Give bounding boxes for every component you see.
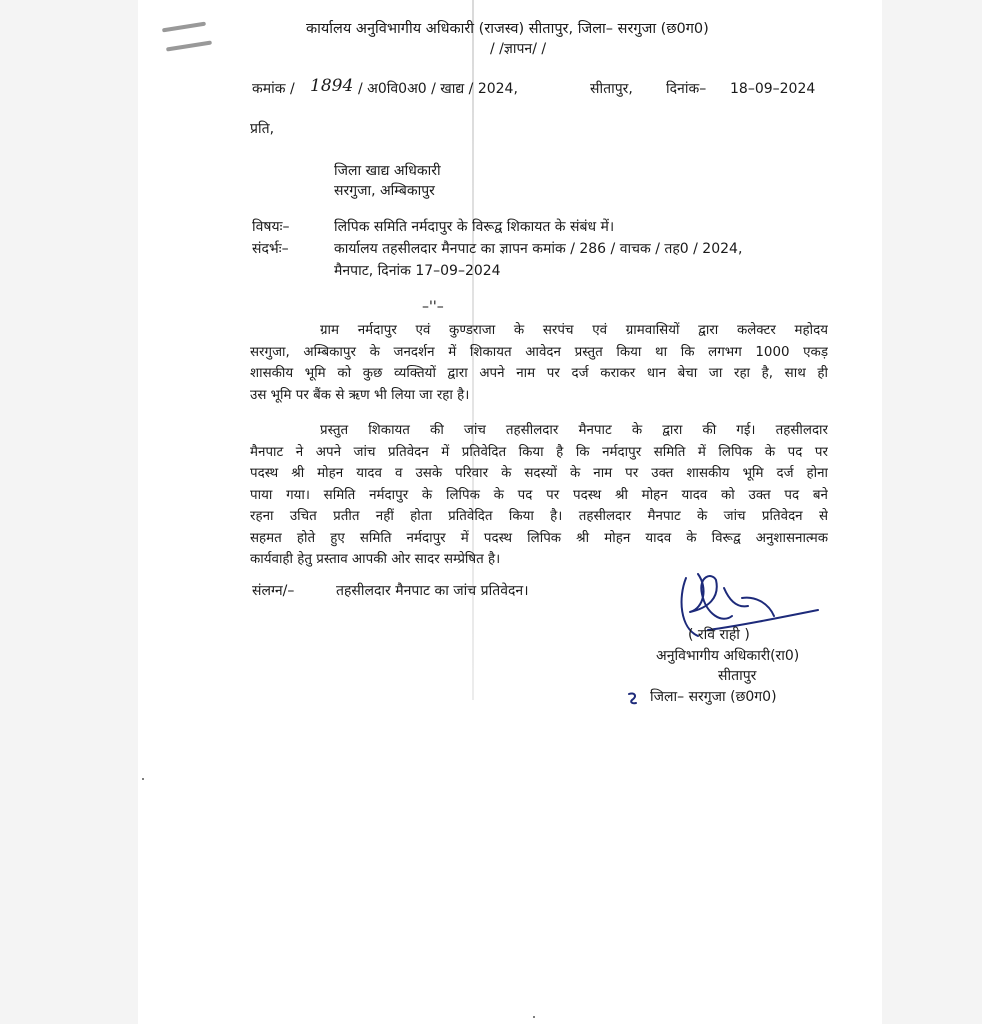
- recipient-line2: सरगुजा, अम्बिकापुर: [334, 183, 435, 199]
- scan-background-left: [0, 0, 138, 1024]
- paragraph-line: कार्यवाही हेतु प्रस्ताव आपकी ओर सादर सम्प्रेषित है।: [250, 552, 501, 567]
- subject-label: विषयः–: [252, 219, 290, 235]
- paragraph-line: ग्राम नर्मदापुर एवं कुण्डराजा के सरपंच एवं ग्रामवासियों द्वारा कलेक्टर महोदय: [320, 323, 828, 338]
- paragraph-line: सरगुजा, अम्बिकापुर के जनदर्शन में शिकायत आवेदन प्रस्तुत किया था कि लगभग 1000 एकड़: [250, 344, 828, 360]
- signatory-designation: अनुविभागीय अधिकारी(रा0): [656, 648, 800, 664]
- paragraph-1: [250, 320, 828, 406]
- paragraph-line: पदस्थ श्री मोहन यादव व उसके परिवार के सदस्यों के नाम पर उक्त शासकीय भूमि दर्ज होना: [250, 466, 828, 481]
- signatory-name: ( रवि राही ): [688, 627, 750, 643]
- recipient-line1: जिला खाद्य अधिकारी: [334, 163, 441, 179]
- paragraph-line: पाया गया। समिति नर्मदापुर के लिपिक के पद पर पदस्थ श्री मोहन यादव को उक्त पद बने: [250, 487, 828, 503]
- enclosure-text: तहसीलदार मैनपाट का जांच प्रतिवेदन।: [336, 583, 529, 599]
- reference-line2: मैनपाट, दिनांक 17–09–2024: [334, 263, 501, 279]
- paragraph-line: मैनपाट ने अपने जांच प्रतिवेदन में प्रतिवेदित किया है कि नर्मदापुर समिति में लिपिक के पद पर: [250, 444, 828, 460]
- signatory-place: सीतापुर: [718, 668, 757, 684]
- divider-mark: –''–: [422, 299, 444, 315]
- ref-label: कमांक /: [252, 81, 295, 97]
- speck: [142, 778, 144, 780]
- ref-code: / अ0वि0अ0 / खाद्य / 2024,: [358, 81, 518, 97]
- paragraph-2: [250, 420, 828, 571]
- office-header: कार्यालय अनुविभागीय अधिकारी (राजस्व) सीतापुर, जिला– सरगुजा (छ0ग0): [306, 21, 709, 37]
- date-label: दिनांक–: [666, 81, 707, 97]
- staple-mark: [166, 40, 212, 51]
- ref-number-handwritten: 1894: [310, 76, 354, 96]
- paragraph-line: रहना उचित प्रतीत नहीं होता प्रतिवेदित किया है। तहसीलदार मैनपाट के जांच प्रतिवेदन से: [250, 509, 828, 524]
- document-page: [138, 0, 882, 1024]
- scan-background-right: [882, 0, 982, 1024]
- reference-line1: कार्यालय तहसीलदार मैनपाट का ज्ञापन कमांक / 286 / वाचक / तह0 / 2024,: [334, 241, 743, 257]
- paragraph-line: प्रस्तुत शिकायत की जांच तहसीलदार मैनपाट के द्वारा की गई। तहसीलदार: [320, 423, 828, 438]
- speck: [533, 1016, 535, 1018]
- to-prati: प्रति,: [250, 121, 275, 137]
- reference-label: संदर्भः–: [252, 241, 289, 257]
- memo-heading: / /ज्ञापन/ /: [490, 41, 547, 57]
- staple-mark: [162, 22, 206, 33]
- subject-text: लिपिक समिति नर्मदापुर के विरूद्व शिकायत के संबंध में।: [334, 219, 615, 235]
- paragraph-line: शासकीय भूमि को कुछ व्यक्तियों द्वारा अपने नाम पर दर्ज कराकर धान बेचा जा रहा है, साथ ही: [250, 366, 828, 381]
- ref-place: सीतापुर,: [590, 81, 633, 97]
- paragraph-line: उस भूमि पर बैंक से ऋण भी लिया जा रहा है।: [250, 387, 470, 403]
- paragraph-line: सहमत होते हुए समिति नर्मदापुर में पदस्थ लिपिक श्री मोहन यादव के विरूद्व अनुशासनात्मक: [250, 530, 828, 546]
- ink-mark: [626, 690, 642, 708]
- enclosure-label: संलग्न/–: [252, 583, 295, 599]
- signatory-district: जिला– सरगुजा (छ0ग0): [650, 689, 777, 705]
- ref-date: 18–09–2024: [730, 81, 816, 97]
